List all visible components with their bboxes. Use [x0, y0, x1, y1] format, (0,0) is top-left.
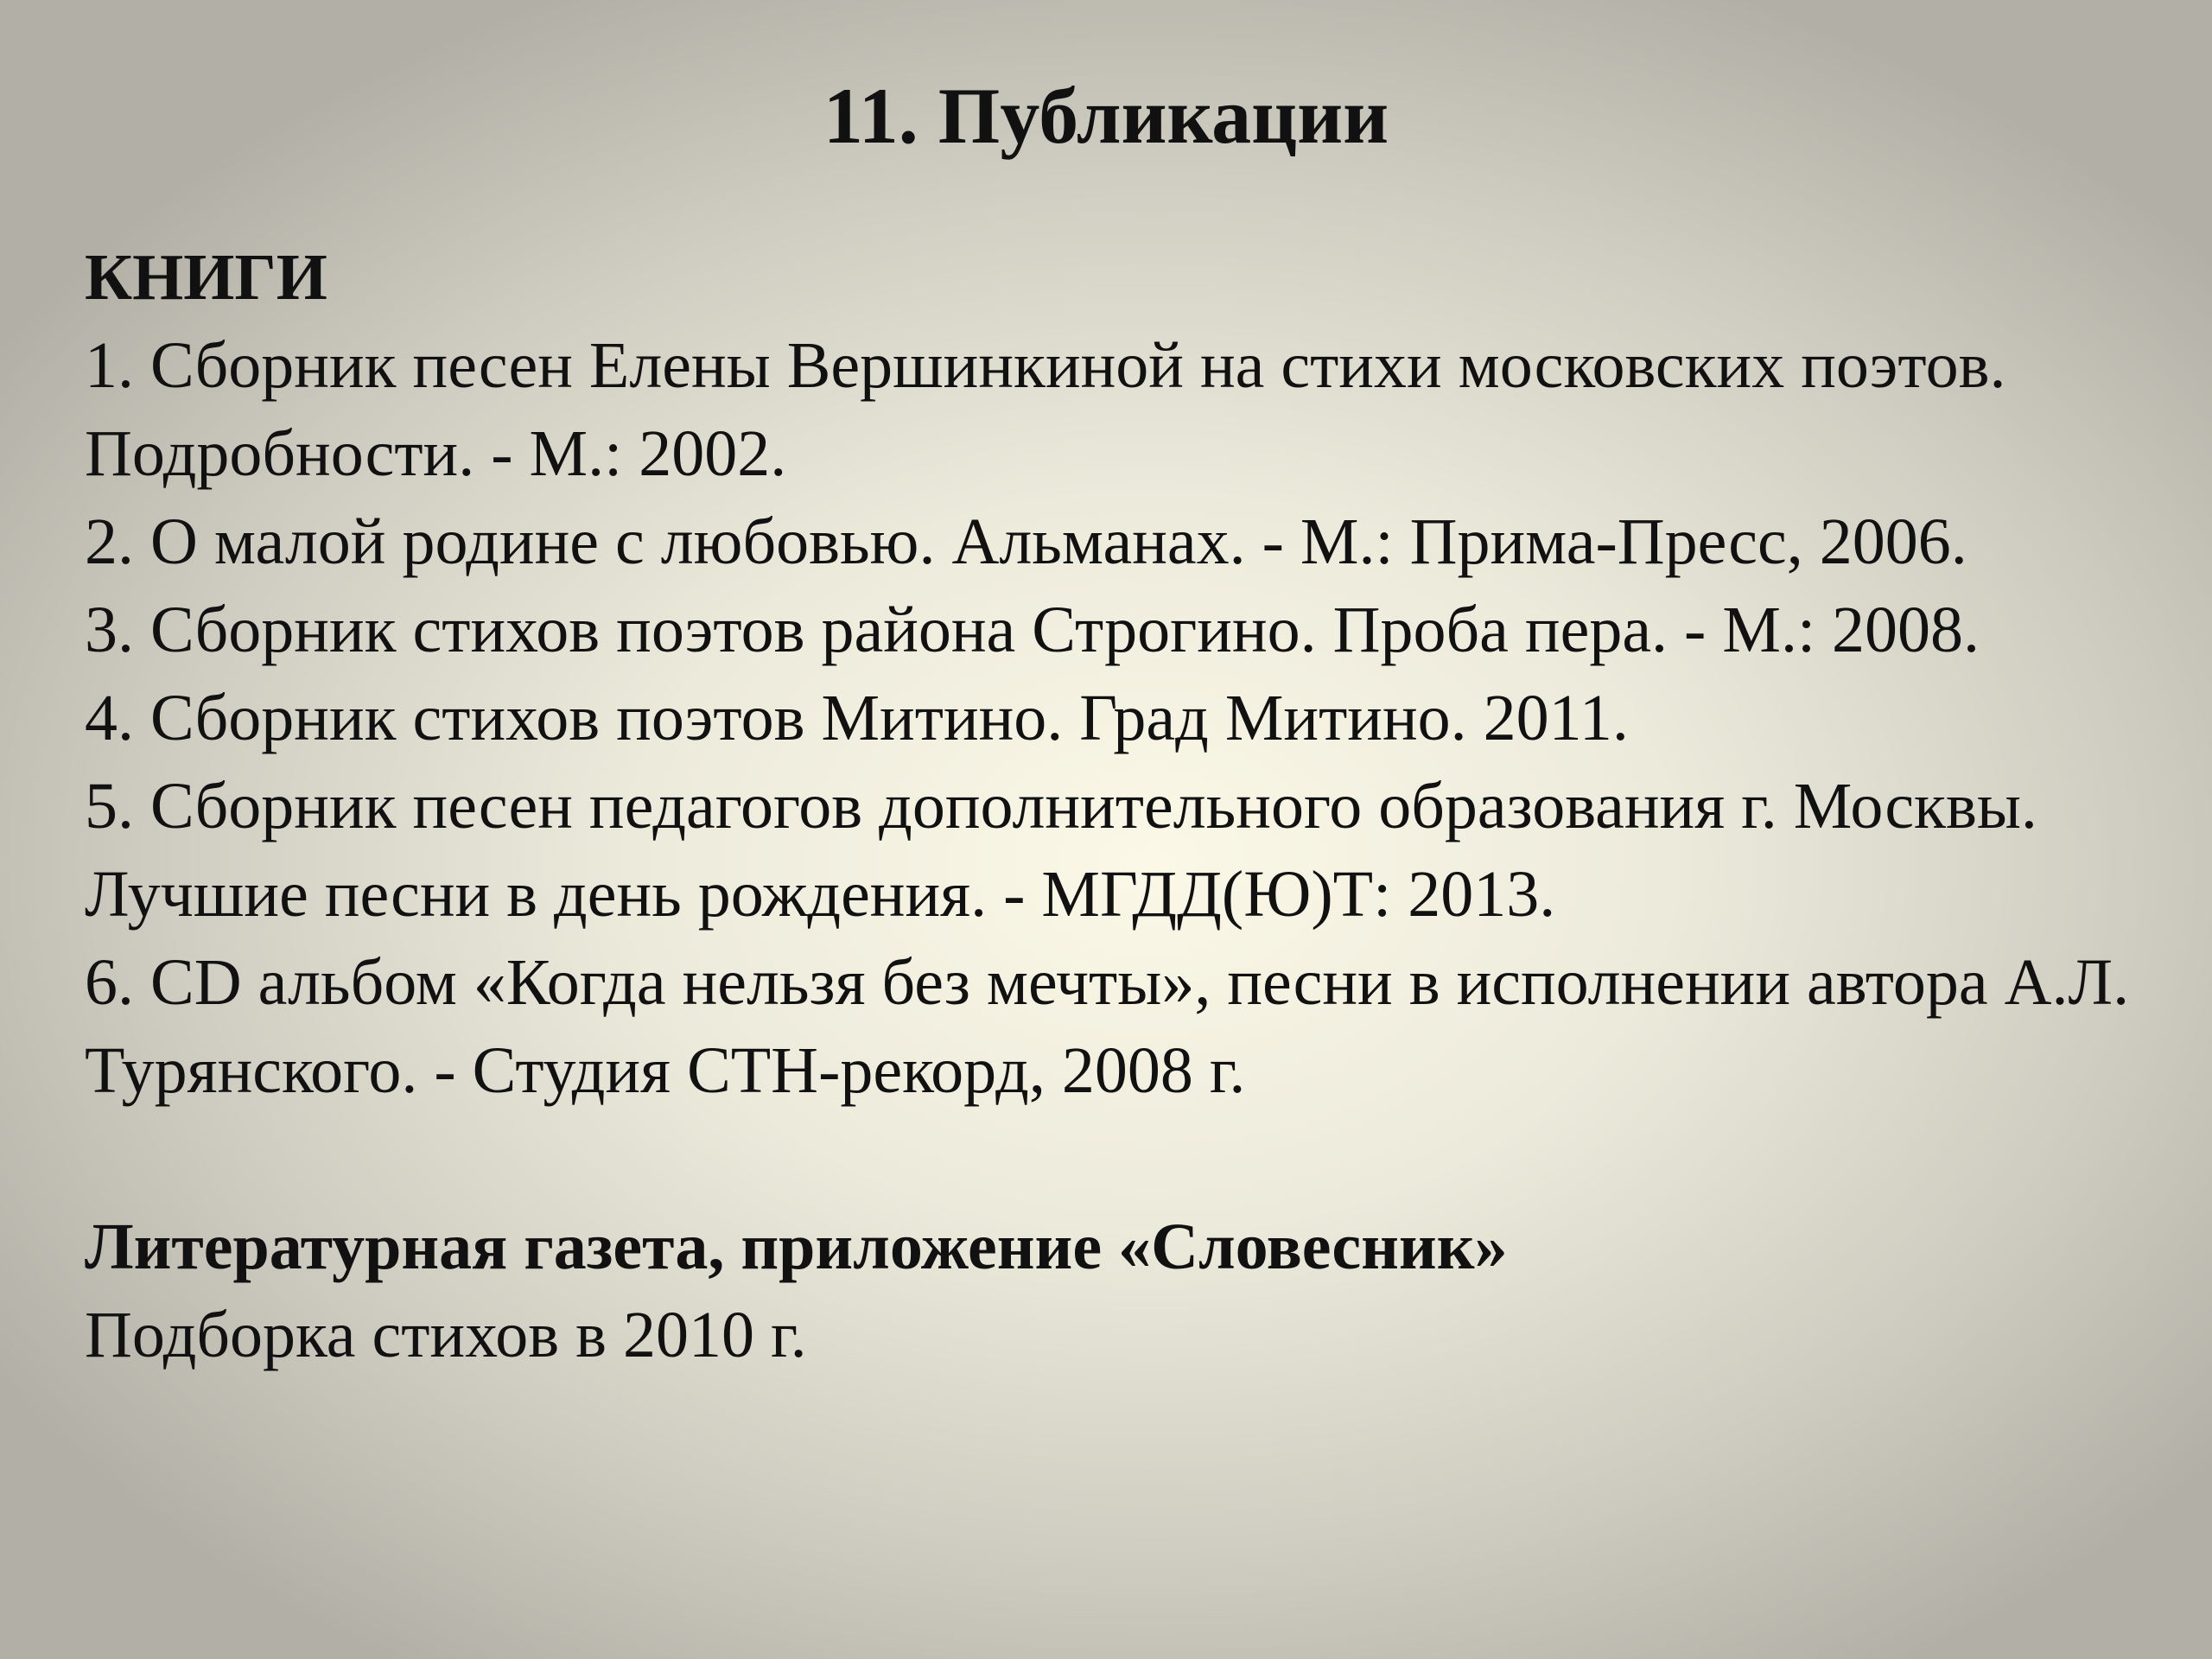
- list-item: 4. Сборник стихов поэтов Митино. Град Митино. 2011.: [85, 682, 1629, 754]
- newspaper-heading: Литературная газета, приложение «Словесник»: [85, 1211, 1508, 1283]
- list-item: 6. CD альбом «Когда нельзя без мечты», песни в исполнении автора А.Л. Турянского. - Студия СТН-рекорд, 2008 г.: [85, 946, 2130, 1107]
- list-item: 5. Сборник песен педагогов дополнительного образования г. Москвы. Лучшие песни в день рождения. - МГДД(Ю)Т: 2013.: [85, 770, 2037, 931]
- slide-content: [85, 233, 2158, 1379]
- spacer: [85, 1115, 2158, 1203]
- list-item: 1. Сборник песен Елены Вершинкиной на стихи московских поэтов. Подробности. - М.: 2002.: [85, 329, 2006, 490]
- newspaper-text: Подборка стихов в 2010 г.: [85, 1299, 807, 1371]
- list-item: 2. О малой родине с любовью. Альманах. - М.: Прима-Пресс, 2006.: [85, 505, 1967, 578]
- books-list: [85, 321, 2158, 1115]
- list-item: 3. Сборник стихов поэтов района Строгино. Проба пера. - М.: 2008.: [85, 594, 1980, 666]
- books-heading: КНИГИ: [85, 241, 327, 314]
- slide-title: 11. Публикации: [823, 72, 1389, 160]
